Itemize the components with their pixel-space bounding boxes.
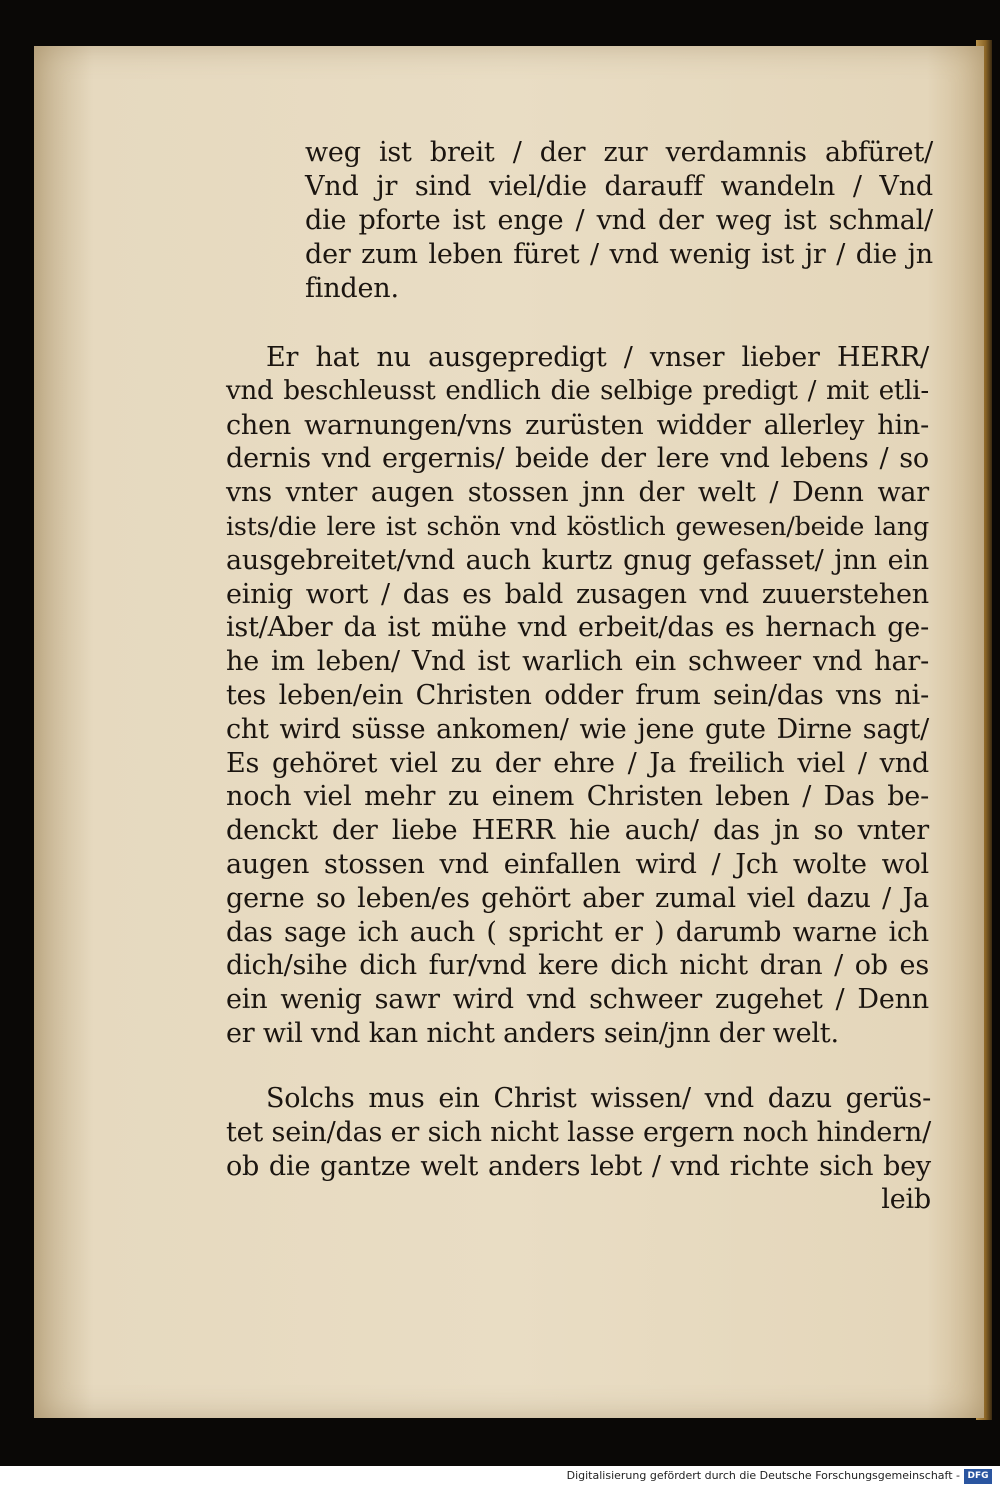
text-line: die pforte ist enge / vnd der weg ist schmal/ <box>305 205 933 236</box>
text-line: dich/sihe dich fur/vnd kere dich nicht dran / ob es <box>226 950 929 982</box>
dfg-logo: DFG <box>964 1469 992 1484</box>
text-line: einig wort / das es bald zusagen vnd zuuerstehen <box>226 578 929 610</box>
funding-credit: Digitalisierung gefördert durch die Deutsche Forschungsgemeinschaft - <box>566 1469 960 1482</box>
footer-bar <box>0 1466 1000 1488</box>
text-line: cht wird süsse ankomen/ wie jene gute Dirne sagt/ <box>226 713 929 745</box>
text-line: Es gehöret viel zu der ehre / Ja freilich viel / vnd <box>226 747 929 779</box>
text-line: das sage ich auch ( spricht er ) darumb warne ich <box>226 916 929 948</box>
text-line: noch viel mehr zu einem Christen leben / Das be- <box>226 781 929 813</box>
catchword: leib <box>881 1184 931 1216</box>
text-line: tes leben/ein Christen odder frum sein/das vns ni- <box>226 679 929 711</box>
text-line: finden. <box>305 273 399 304</box>
text-line: vns vnter augen stossen jnn der welt / Denn war <box>226 477 929 509</box>
text-line: ein wenig sawr wird vnd schweer zugehet / Denn <box>226 984 929 1016</box>
text-line: ausgebreitet/vnd auch kurtz gnug gefasset/ jnn ein <box>226 544 929 576</box>
text-line: ists/die lere ist schön vnd köstlich gewesen/beide lang <box>226 510 929 541</box>
text-line: dernis vnd ergernis/ beide der lere vnd lebens / so <box>226 443 929 475</box>
text-line: chen warnungen/vns zurüsten widder allerley hin- <box>226 409 929 441</box>
paragraph-1 <box>305 136 933 306</box>
text-line: tet sein/das er sich nicht lasse ergern noch hindern/ <box>226 1116 931 1148</box>
text-line: Er hat nu ausgepredigt / vnser lieber HERR/ <box>266 342 929 373</box>
text-line: er wil vnd kan nicht anders sein/jnn der welt. <box>226 1017 839 1049</box>
paragraph-3 <box>226 1082 931 1217</box>
text-line: ist/Aber da ist mühe vnd erbeit/das es hernach ge- <box>226 612 929 644</box>
gutter-shadow <box>34 46 94 1418</box>
text-line: Vnd jr sind viel/die darauff wandeln / Vnd <box>305 171 933 202</box>
text-line: gerne so leben/es gehört aber zumal viel dazu / Ja <box>226 882 929 914</box>
text-line: denckt der liebe HERR hie auch/ das jn so vnter <box>226 815 929 847</box>
text-line: ob die gantze welt anders lebt / vnd richte sich bey <box>226 1150 931 1182</box>
paragraph-2 <box>226 341 929 1051</box>
text-line: vnd beschleusst endlich die selbige predigt / mit etli- <box>226 375 929 406</box>
text-line: augen stossen vnd einfallen wird / Jch wolte wol <box>226 848 929 880</box>
text-line: Solchs mus ein Christ wissen/ vnd dazu gerüs- <box>266 1083 931 1114</box>
text-line: der zum leben füret / vnd wenig ist jr / die jn <box>305 239 933 270</box>
text-line: he im leben/ Vnd ist warlich ein schweer vnd har- <box>226 646 929 678</box>
text-line: weg ist breit / der zur verdamnis abfüret/ <box>305 137 933 168</box>
